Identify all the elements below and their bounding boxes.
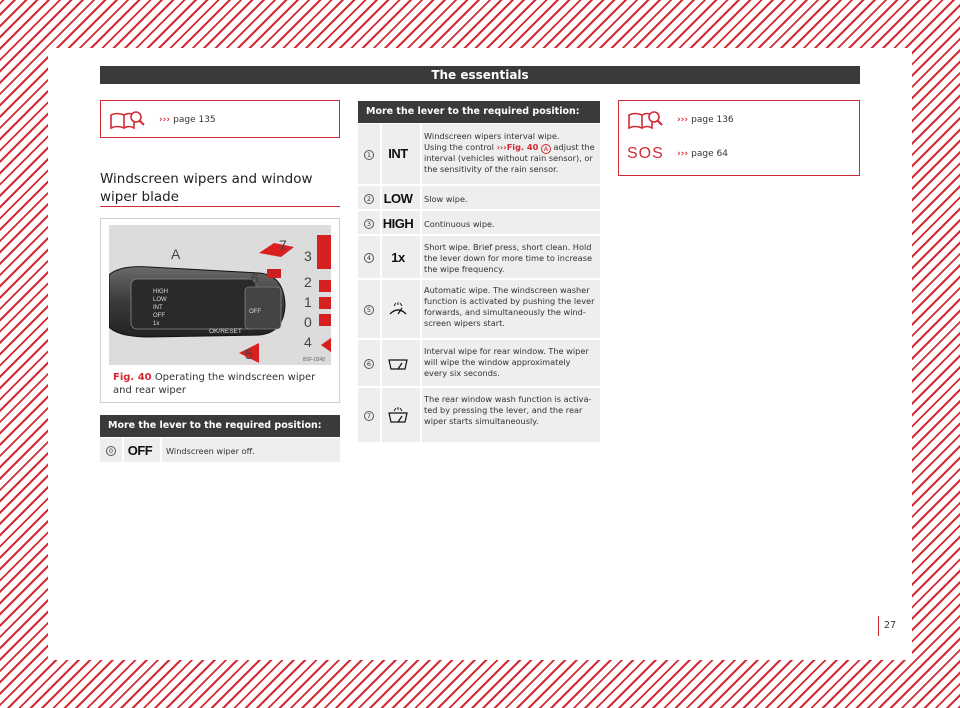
off-symbol: OFF <box>127 443 153 458</box>
callout-label: 4 <box>304 334 312 350</box>
book-magnifier-icon <box>109 109 145 131</box>
crossref-link[interactable]: ››› page 135 <box>159 115 216 125</box>
lever-label: LOW <box>153 297 167 303</box>
position-number: 2 <box>364 194 374 204</box>
table-row <box>358 388 600 444</box>
table-row <box>358 211 600 236</box>
column-separator <box>420 124 422 444</box>
lever-label: 1x <box>153 321 160 327</box>
position-number: 4 <box>364 253 374 263</box>
off-label: OFF <box>249 309 261 315</box>
section-title: Windscreen wipers and window wiper blade <box>100 171 313 205</box>
reset-label: OK/RESET <box>209 328 242 335</box>
column-separator <box>380 124 382 444</box>
low-symbol: LOW <box>383 191 413 206</box>
wiper-lever-illustration <box>109 225 331 365</box>
callout-label: 3 <box>304 248 312 264</box>
row-description: Short wipe. Brief press, short clean. Hold the lever down for more time to increase the wipe frequency. <box>424 242 592 274</box>
callout-label: 6 <box>251 270 259 286</box>
crossref-link[interactable]: ››› page 136 <box>677 115 734 125</box>
figure-ref-link[interactable]: Fig. 40 <box>506 142 539 152</box>
table-row <box>100 438 340 464</box>
table-row <box>358 236 600 280</box>
table-row <box>358 124 600 186</box>
position-number: 5 <box>364 305 374 315</box>
position-number: 1 <box>364 150 374 160</box>
lever-label: HIGH <box>153 289 168 295</box>
callout-label: 1 <box>304 294 312 310</box>
crossref-link[interactable]: ››› page 64 <box>677 149 728 159</box>
row-description: Continuous wipe. <box>424 219 495 229</box>
table-left-heading: More the lever to the required position: <box>100 415 340 437</box>
image-code: B5F-0348 <box>303 357 325 363</box>
ref-letter-badge: A <box>541 144 551 154</box>
callout-label: 0 <box>304 314 312 330</box>
position-number: 6 <box>364 359 374 369</box>
book-magnifier-icon <box>627 109 663 131</box>
row-description: Windscreen wiper off. <box>166 446 255 456</box>
page-number: 27 <box>884 620 897 631</box>
table-row <box>358 340 600 388</box>
row-description: Interval wipe for rear window. The wiper will wipe the window approximately every six seconds. <box>424 346 589 378</box>
rear-washer-icon <box>380 407 416 423</box>
column-separator <box>160 438 162 464</box>
lever-label: OFF <box>153 313 165 319</box>
trip-label: TRIP <box>285 317 298 323</box>
crossref-box-left <box>100 100 340 138</box>
table-row <box>358 280 600 340</box>
caption-label: Fig. 40 <box>113 372 152 383</box>
lever-label: INT <box>153 305 163 311</box>
section-divider <box>100 206 340 207</box>
row-description: The rear window wash function is activa-ted by pressing the lever, and the rear wiper starts simultaneously. <box>424 394 592 426</box>
single-wipe-symbol: 1x <box>391 250 405 265</box>
table-right-heading: More the lever to the required position: <box>358 101 600 123</box>
caption-text: Operating the windscreen wiper and rear wiper <box>113 372 316 396</box>
position-number: 0 <box>106 446 116 456</box>
high-symbol: HIGH <box>382 216 414 231</box>
page-number-rule <box>878 616 879 636</box>
figure-40 <box>100 218 340 403</box>
int-symbol: INT <box>388 146 408 161</box>
column-separator <box>122 438 124 464</box>
callout-label: 5 <box>245 346 253 362</box>
manual-page <box>48 48 912 660</box>
table-row <box>358 186 600 211</box>
row-description: Windscreen wipers interval wipe. Using the control ›››Fig. 40 A adjust the interval (vehicles without rain sensor), or the sensitivity of the rain sensor. <box>424 131 595 174</box>
row-description: Automatic wipe. The windscreen washer function is activated by pushing the lever forwards, and simultaneously the wind-screen wipers start. <box>424 285 595 328</box>
rear-wiper-icon <box>380 356 416 372</box>
sos-icon: SOS <box>627 145 664 162</box>
row-description: Slow wipe. <box>424 194 468 204</box>
callout-label: 2 <box>304 274 312 290</box>
callout-label: A <box>171 246 181 262</box>
position-number: 7 <box>364 411 374 421</box>
position-number: 3 <box>364 219 374 229</box>
page-header: The essentials <box>100 66 860 84</box>
windscreen-washer-icon <box>380 302 416 318</box>
callout-label: 7 <box>279 237 287 253</box>
crossref-box-right <box>618 100 860 176</box>
figure-caption <box>113 371 333 397</box>
